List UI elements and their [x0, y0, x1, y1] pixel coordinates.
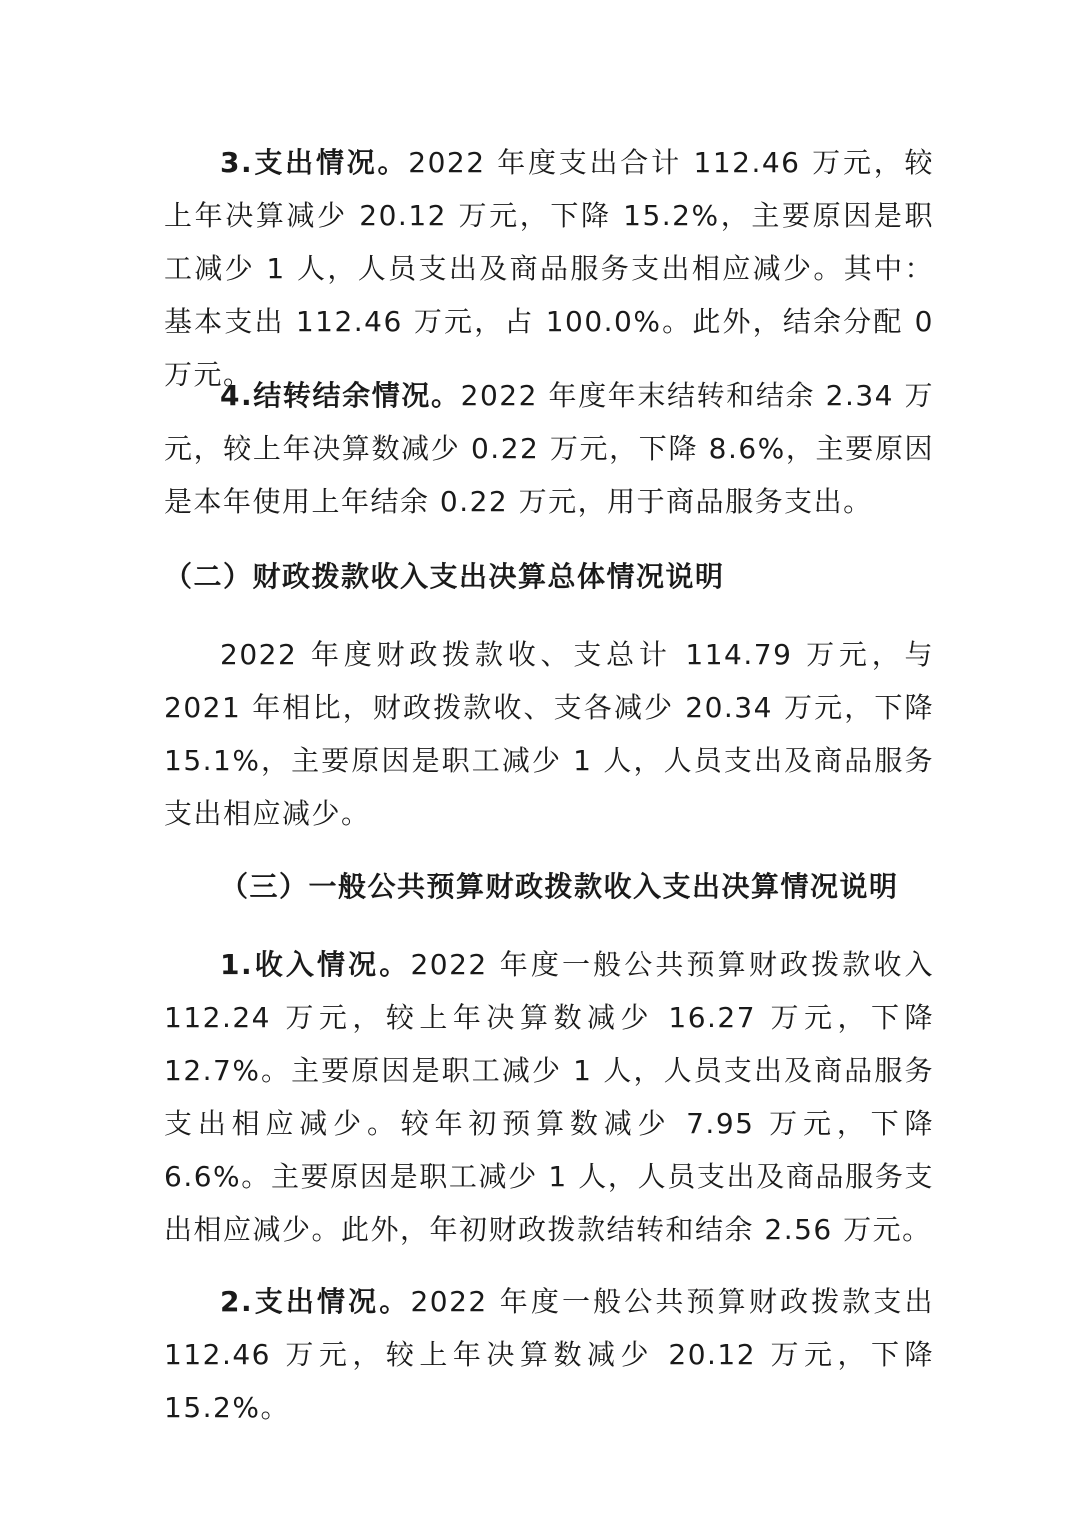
paragraph-body: 2022 年度一般公共预算财政拨款支出 112.46 万元，较上年决算数减少 20.12 万元，下降 15.2%。 [164, 1285, 934, 1424]
paragraph-lead: 4.结转结余情况。 [220, 379, 461, 412]
section-heading-general-budget: （三）一般公共预算财政拨款收入支出决算情况说明 [220, 870, 899, 903]
paragraph-lead: 1.收入情况。 [220, 948, 411, 981]
paragraph-lead: 2.支出情况。 [220, 1285, 411, 1318]
paragraph-lead: 3.支出情况。 [220, 146, 409, 179]
paragraph-body: 2022 年度一般公共预算财政拨款收入 112.24 万元，较上年决算数减少 16.27 万元，下降 12.7%。主要原因是职工减少 1 人，人员支出及商品服务支出相应减少。较年初预算数减少 7.95 万元，下降 6.6%。主要原因是职工减少 1 人，人员支出及商品服务支出相应减少。此外，年初财政拨款结转和结余 2.56 万元。 [164, 948, 934, 1246]
paragraph-general-expenditure [164, 1275, 934, 1434]
paragraph-body: 2022 年度支出合计 112.46 万元，较上年决算减少 20.12 万元，下降 15.2%，主要原因是职工减少 1 人，人员支出及商品服务支出相应减少。其中：基本支出 112.46 万元，占 100.0%。此外，结余分配 0 万元。 [164, 146, 934, 391]
paragraph-expenditure [164, 136, 934, 401]
paragraph-carryover [164, 369, 934, 528]
paragraph-body: 2022 年度年末结转和结余 2.34 万元，较上年决算数减少 0.22 万元，下降 8.6%，主要原因是本年使用上年结余 0.22 万元，用于商品服务支出。 [164, 379, 934, 518]
paragraph-fiscal-overview [164, 628, 934, 840]
paragraph-body: 2022 年度财政拨款收、支总计 114.79 万元，与 2021 年相比，财政拨款收、支各减少 20.34 万元，下降 15.1%，主要原因是职工减少 1 人，人员支出及商品服务支出相应减少。 [164, 638, 934, 830]
section-heading-fiscal-overview: （二）财政拨款收入支出决算总体情况说明 [164, 560, 725, 593]
paragraph-income [164, 938, 934, 1256]
